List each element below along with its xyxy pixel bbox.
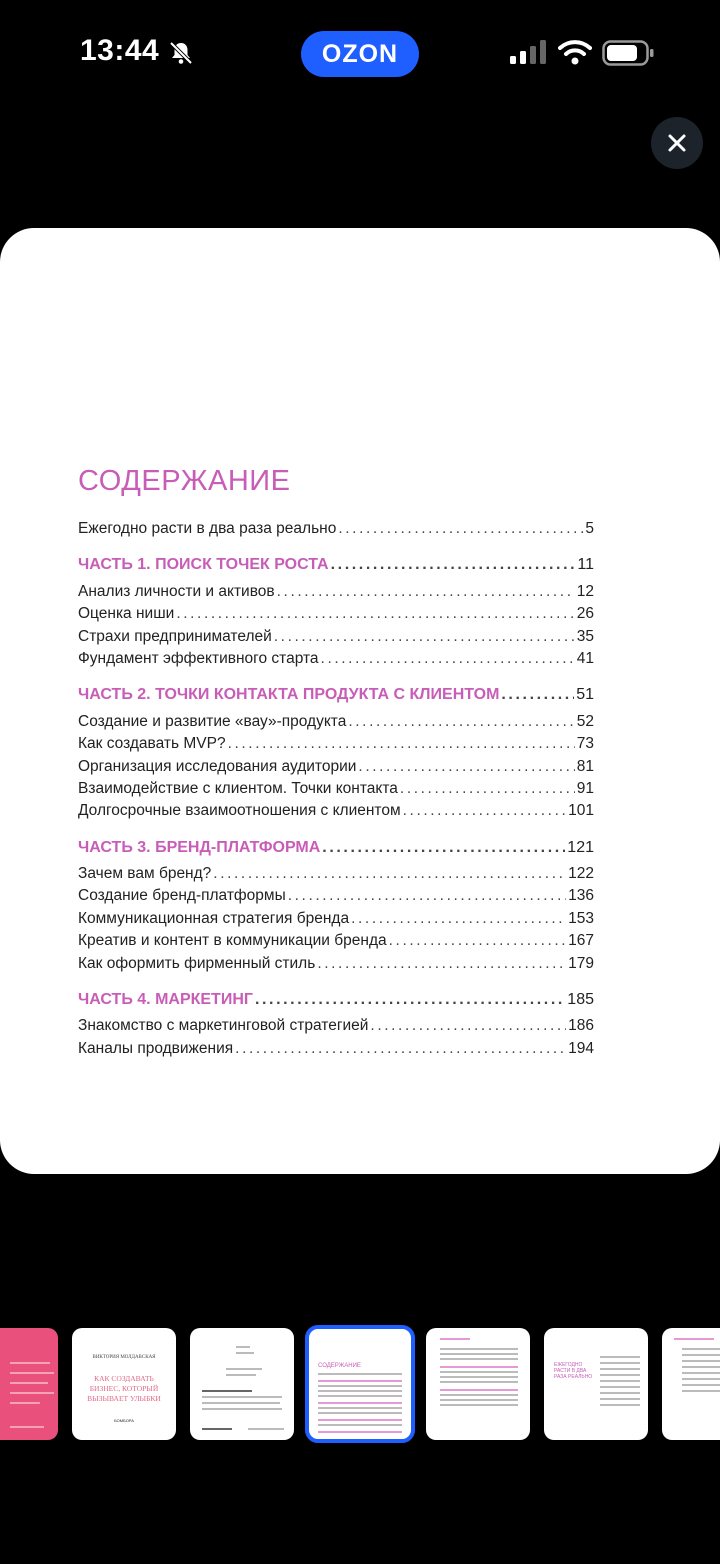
thumb-intro-title: ЕЖЕГОДНО РАСТИ В ДВА РАЗА РЕАЛЬНО (554, 1362, 593, 1380)
toc-entry-label: Взаимодействие с клиентом. Точки контакта (78, 779, 398, 797)
toc-part-heading (78, 837, 594, 859)
thumbnail-text-page[interactable] (662, 1328, 720, 1440)
toc-dot-leader (501, 684, 574, 706)
toc-page-number: 51 (576, 686, 594, 704)
toc-entry-label: ЧАСТЬ 3. БРЕНД-ПЛАТФОРМА (78, 838, 321, 856)
toc-dot-leader (317, 953, 566, 975)
toc-chapter-entry (78, 581, 594, 603)
toc-dot-leader (322, 837, 565, 859)
toc-page-number: 185 (567, 991, 594, 1009)
bell-muted-icon (168, 40, 194, 66)
ozon-logo[interactable] (301, 31, 419, 77)
thumb-cover-title: КАК СОЗДАВАТЬ БИЗНЕС, КОТОРЫЙ ВЫЗЫВАЕТ УЛЫБКИ (87, 1374, 161, 1403)
toc-part-heading (78, 684, 594, 706)
toc-dot-leader (255, 989, 565, 1011)
toc-entry-label: ЧАСТЬ 4. МАРКЕТИНГ (78, 991, 253, 1009)
toc-title: СОДЕРЖАНИЕ (78, 465, 291, 497)
toc-chapter-entry (78, 953, 594, 975)
toc-entry-label: Коммуникационная стратегия бренда (78, 909, 350, 927)
ozon-logo-text: OZON (321, 39, 399, 68)
toc-chapter-entry (78, 733, 594, 755)
toc-chapter-entry (78, 1015, 594, 1037)
toc-entry-label: Знакомство с маркетинговой стратегией (78, 1017, 369, 1035)
toc-page-number: 11 (577, 556, 594, 574)
status-time: 13:44 (80, 34, 160, 67)
toc-part-heading (78, 554, 594, 576)
toc-page-number: 73 (576, 735, 594, 753)
thumbnail-contents-2[interactable] (426, 1328, 530, 1440)
book-page-preview[interactable] (0, 228, 720, 1174)
toc-page-number: 52 (576, 712, 594, 730)
toc-entry-label: Каналы продвижения (78, 1039, 234, 1057)
toc-chapter-entry (78, 603, 594, 625)
toc-dot-leader (274, 626, 575, 648)
toc-entry-label: Долгосрочные взаимоотношения с клиентом (78, 802, 401, 820)
thumb-contents-title: СОДЕРЖАНИЕ (318, 1363, 361, 1369)
wifi-icon (558, 38, 592, 66)
toc-chapter-entry (78, 648, 594, 670)
toc-page-number: 121 (567, 838, 594, 856)
toc-page-number: 41 (576, 649, 594, 667)
cellular-signal-icon (510, 40, 548, 64)
toc-chapter-entry (78, 800, 594, 822)
toc-chapter-entry (78, 756, 594, 778)
thumbnail-contents[interactable] (308, 1328, 412, 1440)
toc-dot-leader (321, 648, 575, 670)
toc-entry-label: ЧАСТЬ 1. ПОИСК ТОЧЕК РОСТА (78, 556, 329, 574)
toc-intro-entry (78, 518, 594, 540)
toc-entry-label: Ежегодно расти в два раза реально (78, 520, 337, 537)
battery-icon (602, 40, 654, 66)
toc-chapter-entry (78, 885, 594, 907)
toc-page-number: 5 (585, 520, 594, 537)
toc-dot-leader (358, 756, 574, 778)
toc-page-number: 167 (568, 932, 594, 950)
toc-entry-label: Организация исследования аудитории (78, 757, 357, 775)
table-of-contents (78, 462, 594, 1060)
toc-chapter-entry (78, 1038, 594, 1060)
close-icon (667, 133, 687, 153)
toc-page-number: 12 (576, 582, 594, 600)
toc-dot-leader (351, 908, 566, 930)
page-thumbnails (0, 1328, 720, 1442)
toc-chapter-entry (78, 908, 594, 930)
toc-chapter-entry (78, 626, 594, 648)
toc-entry-label: ЧАСТЬ 2. ТОЧКИ КОНТАКТА ПРОДУКТА С КЛИЕНТОМ (78, 686, 500, 704)
toc-chapter-entry (78, 778, 594, 800)
toc-entry-label: Создание и развитие «вау»-продукта (78, 712, 347, 730)
thumbnail-back-cover[interactable] (0, 1328, 58, 1440)
toc-dot-leader (277, 581, 575, 603)
toc-page-number: 26 (576, 605, 594, 623)
toc-chapter-entry (78, 711, 594, 733)
toc-entry-label: Зачем вам бренд? (78, 865, 212, 883)
toc-entry-label: Как создавать MVP? (78, 735, 226, 753)
close-button[interactable] (651, 117, 703, 169)
toc-dot-leader (370, 1015, 566, 1037)
toc-page-number: 81 (576, 757, 594, 775)
toc-page-number: 91 (576, 779, 594, 797)
toc-rows (78, 518, 594, 1060)
toc-dot-leader (176, 603, 574, 625)
toc-page-number: 122 (568, 865, 594, 883)
toc-dot-leader (389, 930, 567, 952)
toc-page-number: 35 (576, 627, 594, 645)
toc-dot-leader (403, 800, 566, 822)
toc-entry-label: Создание бренд-платформы (78, 887, 286, 905)
toc-dot-leader (400, 778, 575, 800)
toc-entry-label: Фундамент эффективного старта (78, 649, 319, 667)
toc-part-heading (78, 989, 594, 1011)
toc-page-number: 194 (568, 1039, 594, 1057)
toc-dot-leader (338, 518, 583, 540)
toc-dot-leader (331, 554, 576, 576)
toc-chapter-entry (78, 930, 594, 952)
toc-dot-leader (235, 1038, 566, 1060)
toc-page-number: 179 (568, 954, 594, 972)
thumbnail-imprint[interactable] (190, 1328, 294, 1440)
toc-dot-leader (213, 863, 566, 885)
toc-dot-leader (288, 885, 566, 907)
toc-page-number: 186 (568, 1017, 594, 1035)
toc-dot-leader (228, 733, 575, 755)
thumb-cover-author: ВИКТОРИЯ МОЛДАВСКАЯ (92, 1355, 156, 1360)
toc-entry-label: Креатив и контент в коммуникации бренда (78, 932, 387, 950)
thumbnail-cover[interactable] (72, 1328, 176, 1440)
toc-chapter-entry (78, 863, 594, 885)
toc-page-number: 136 (568, 887, 594, 905)
toc-entry-label: Как оформить фирменный стиль (78, 954, 316, 972)
toc-entry-label: Страхи предпринимателей (78, 627, 272, 645)
thumbnail-intro[interactable] (544, 1328, 648, 1440)
toc-page-number: 153 (568, 909, 594, 927)
thumb-cover-publisher: БОМБОРА (114, 1418, 134, 1423)
toc-dot-leader (348, 711, 574, 733)
toc-entry-label: Анализ личности и активов (78, 582, 275, 600)
toc-entry-label: Оценка ниши (78, 605, 175, 623)
toc-page-number: 101 (568, 802, 594, 820)
